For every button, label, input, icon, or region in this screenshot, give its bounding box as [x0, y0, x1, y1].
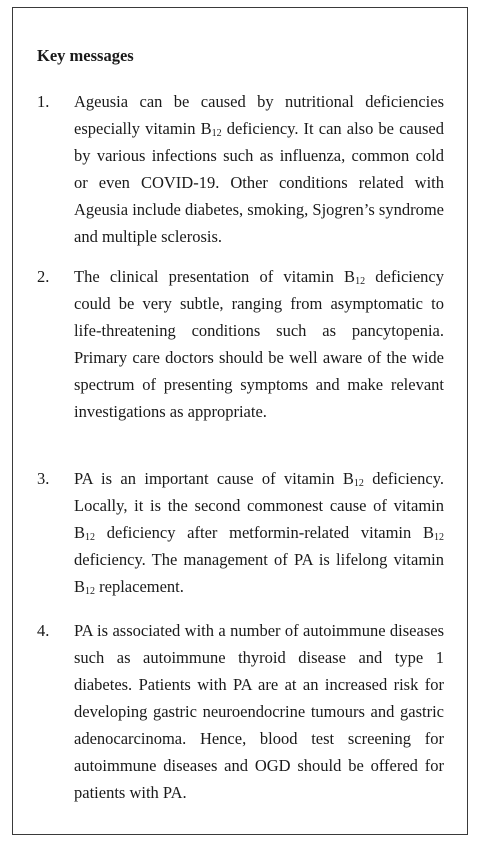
- item-number: 1.: [37, 92, 50, 111]
- text-segment: PA is associated with a number of autoimmune diseases such as autoimmune thyroid disease and type 1 diabetes. Patients with PA are at an increased risk for developing gastric neuroendocrine tumours and gastric adenocarcinoma. Hence, blood test screening for autoimmune diseases and OGD should be offered for patients with PA.: [74, 621, 444, 802]
- item-text: [74, 465, 444, 600]
- text-segment: Ageusia can be caused by nutritional deficiencies especially vitamin B: [74, 92, 444, 138]
- item-number: 4.: [37, 621, 50, 640]
- subscript: 12: [353, 478, 364, 489]
- text-segment: deficiency. It can also be caused by various infections such as influenza, common cold or even COVID-19. Other conditions related with Ageusia include diabetes, smoking, Sjogren’s syndrome and multiple sclerosis.: [74, 119, 444, 246]
- text-segment: replacement.: [95, 577, 184, 596]
- key-messages-heading: Key messages: [37, 46, 134, 65]
- item-text: [74, 263, 444, 425]
- subscript: 12: [85, 586, 96, 597]
- subscript: 12: [355, 276, 366, 287]
- item-text: [74, 617, 444, 806]
- subscript: 12: [211, 128, 222, 139]
- item-text: [74, 88, 444, 250]
- item-number: 3.: [37, 469, 50, 488]
- subscript: 12: [85, 532, 96, 543]
- text-segment: deficiency. Locally, it is the second commonest cause of vitamin B: [74, 469, 444, 542]
- text-segment: deficiency could be very subtle, ranging from asymptomatic to life-threatening conditions such as pancytopenia. Primary care doctors should be well aware of the wide spectrum of presenting symptoms and make relevant investigations as appropriate.: [74, 267, 444, 421]
- text-segment: deficiency after metformin-related vitamin B: [95, 523, 434, 542]
- text-segment: PA is an important cause of vitamin B: [74, 469, 354, 488]
- text-segment: deficiency. The management of PA is lifelong vitamin B: [74, 550, 444, 596]
- item-number: 2.: [37, 267, 50, 286]
- subscript: 12: [434, 532, 444, 543]
- text-segment: The clinical presentation of vitamin B: [74, 267, 356, 286]
